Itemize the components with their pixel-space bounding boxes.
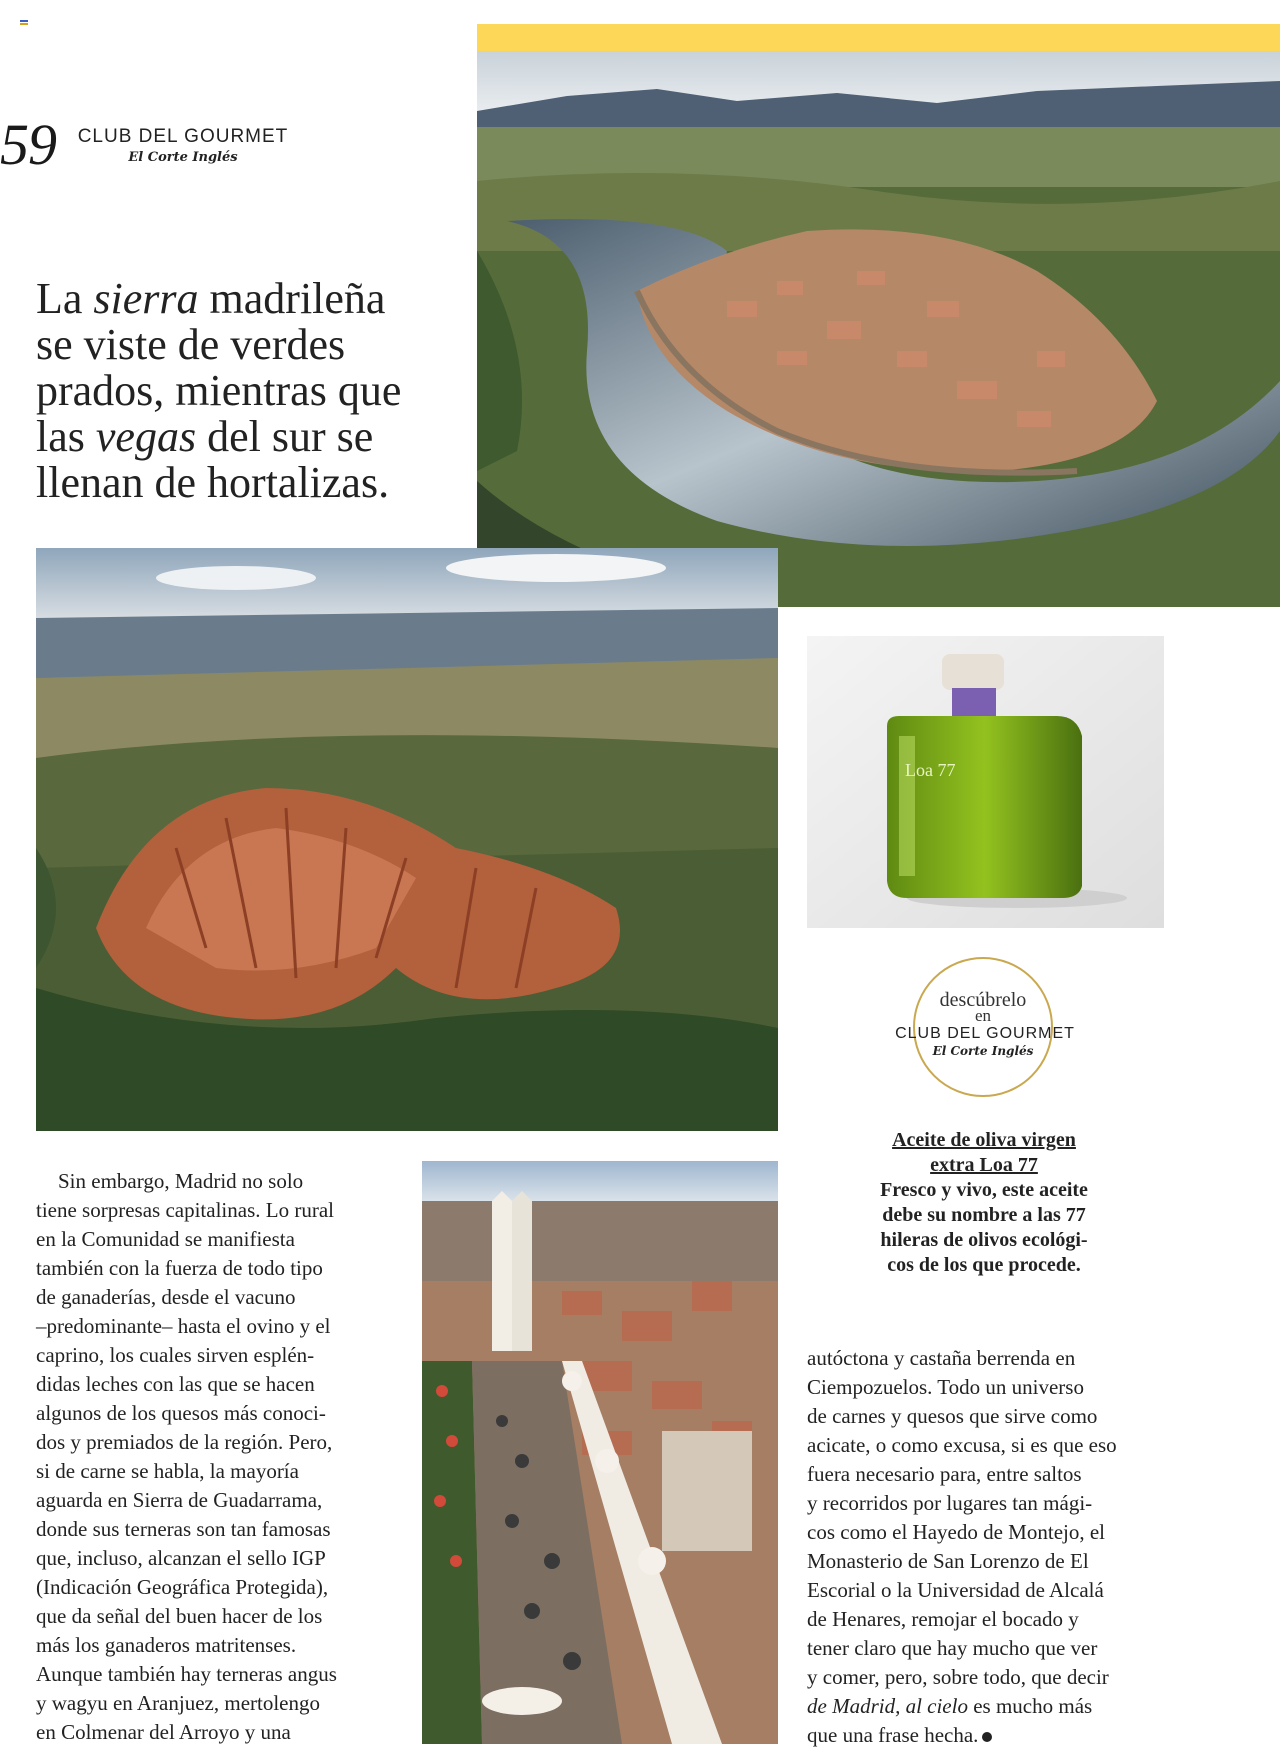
article-line: Ciempozuelos. Todo un universo [807,1375,1084,1399]
article-line: tiene sorpresas capitalinas. Lo rural [36,1198,334,1222]
article-line: de Henares, remojar el bocado y [807,1607,1079,1631]
article-line: Sin embargo, Madrid no solo [58,1169,304,1193]
badge-brand-name: CLUB DEL GOURMET [895,1025,1075,1042]
article-line: –predominante– hasta el ovino y el [36,1314,331,1338]
corner-mark [20,20,28,28]
badge-brand-sub: El Corte Inglés [932,1044,1034,1058]
article-line: Monasterio de San Lorenzo de El [807,1549,1089,1573]
article-line: tener claro que hay mucho que ver [807,1636,1098,1660]
article-line: cos como el Hayedo de Montejo, el [807,1520,1105,1544]
product-desc-line: cos de los que procede. [887,1254,1081,1276]
bottle-label: Loa 77 [905,760,956,780]
article-line: también con la fuerza de todo tipo [36,1256,323,1280]
article-right-column [807,1344,1177,1750]
headline-text: madrileña [198,274,386,323]
article-line: Escorial o la Universidad de Alcalá [807,1578,1104,1602]
product-caption [850,1128,1118,1278]
article-line: y recorridos por lugares tan mági- [807,1491,1093,1515]
article-line: si de carne se habla, la mayoría [36,1459,299,1483]
article-line: que, incluso, alcanzan el sello IGP [36,1546,326,1570]
article-left-column [36,1167,404,1747]
article-line: fuera necesario para, entre saltos [807,1462,1082,1486]
headline-text: las [36,412,96,461]
red-badlands-photo [36,548,778,1131]
headline-emphasis: vegas [95,412,197,461]
article-line: aguarda en Sierra de Guadarrama, [36,1488,323,1512]
article-line [807,1692,1177,1721]
article-line: más los ganaderos matritenses. [36,1633,297,1657]
headline-text: del sur se [196,412,374,461]
product-desc-line: Fresco y vivo, este aceite [880,1179,1088,1201]
article-line: algunos de los quesos más conoci- [36,1401,326,1425]
headline-line: llenan de hortalizas. [36,458,390,507]
product-desc-line: hileras de olivos ecológi- [880,1229,1088,1251]
article-line: de carnes y quesos que sirve como [807,1404,1098,1428]
article-line: en la Comunidad se manifiesta [36,1227,295,1251]
madrid-rooftop-photo [422,1161,778,1744]
article-line: Aunque también hay terneras angus [36,1662,337,1686]
accent-bar [477,24,1280,51]
badge-line1: descúbrelo [939,989,1027,1011]
brand-sub: El Corte Inglés [128,150,238,165]
article-line: que da señal del buen hacer de los [36,1604,323,1628]
headline-line: se viste de verdes [36,320,346,369]
product-desc-line: debe su nombre a las 77 [882,1204,1086,1226]
headline [36,276,466,506]
article-line: y comer, pero, sobre todo, que decir [807,1665,1109,1689]
article-line: caprino, los cuales sirven esplén- [36,1343,315,1367]
article-line: donde sus terneras son tan famosas [36,1517,331,1541]
article-line: didas leches con las que se hacen [36,1372,315,1396]
article-text: es mucho más [967,1694,1093,1718]
article-line: dos y premiados de la región. Pero, [36,1430,333,1454]
brand-logo [76,126,290,165]
badge-line2: en [974,1006,992,1025]
article-line: de ganaderías, desde el vacuno [36,1285,296,1309]
article-line: y wagyu en Aranjuez, mertolengo [36,1691,320,1715]
olive-oil-bottle-photo [807,636,1164,928]
headline-emphasis: sierra [93,274,199,323]
article-line: autóctona y castaña berrenda en [807,1346,1076,1370]
article-text: que una frase hecha. [807,1723,979,1747]
town-aerial-photo [477,51,1280,607]
article-line [807,1721,1177,1750]
article-line: acicate, o como excusa, si es que eso [807,1433,1117,1457]
page-number: 59 [0,112,56,177]
headline-text: La [36,274,94,323]
end-mark-icon [982,1732,992,1742]
article-emphasis: de Madrid, al cielo [807,1694,968,1718]
brand-name: CLUB DEL GOURMET [77,126,289,147]
article-line: (Indicación Geográfica Protegida), [36,1575,329,1599]
club-gourmet-badge [895,957,1075,1097]
article-line: en Colmenar del Arroyo y una [36,1720,291,1744]
product-title-line: extra Loa 77 [930,1154,1038,1176]
product-title-line: Aceite de oliva virgen [892,1129,1076,1151]
headline-line: prados, mientras que [36,366,402,415]
